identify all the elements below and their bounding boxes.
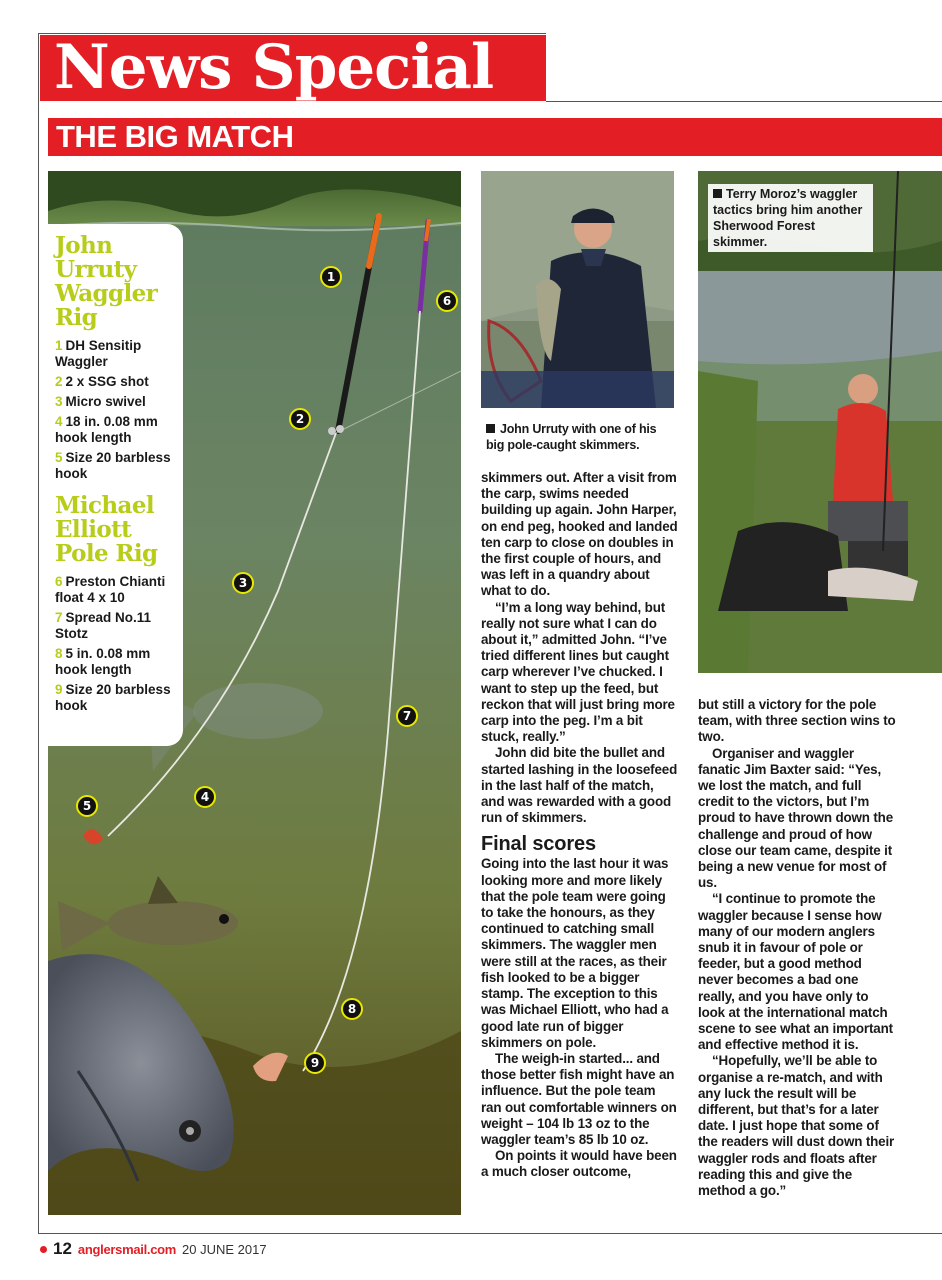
page-footer: [40, 1238, 267, 1260]
site-link[interactable]: anglersmail.com: [77, 1241, 177, 1257]
article-column-2: [481, 470, 678, 1181]
footer-dot-icon: [40, 1246, 47, 1253]
body-paragraph: skimmers out. After a visit from the carp, swims needed building up again. John Harper, on end peg, hooked and landed ten carp to close on doubles in the first couple of hours, and was left in a quandry about what to do.: [481, 470, 678, 599]
section-kicker: News Special: [40, 35, 546, 101]
caption-bullet-icon: [713, 189, 722, 198]
rig2-item: 6 Preston Chianti float 4 x 10: [55, 574, 166, 605]
rig-key-panel: [48, 224, 183, 746]
rig2-item: 8 5 in. 0.08 mm hook length: [55, 646, 151, 677]
body-paragraph: John did bite the bullet and started lashing in the loosefeed in the last half of the match, and was rewarded with a good run of skimmers.: [481, 745, 678, 826]
body-paragraph: “I’m a long way behind, but really not sure what I can do about it,” admitted John. “I’ve tried different lines but caught carp wherever I’ve chucked. I want to step up the feed, but reckon that will just bring more carp into the peg. I’m a bit stuck, really.”: [481, 599, 675, 745]
body-paragraph: “I continue to promote the waggler because I sense how many of our modern anglers snub it in favour of pole or feeder, but a good method never becomes a bad one really, and you have only to look at the international match scene to see what an important and effective method it is.: [698, 891, 893, 1053]
article-column-3: [698, 697, 898, 1199]
rig1-item: 4 18 in. 0.08 mm hook length: [55, 414, 158, 445]
frame-left-rule: [38, 33, 39, 1234]
rig1-title: John Urruty Waggler Rig: [55, 232, 158, 331]
body-paragraph: Organiser and waggler fanatic Jim Baxter said: “Yes, we lost the match, and full credit to the victors, but I’m proud to have thrown down the challenge and proud of how close our team came, despite it being a new venue for most of us.: [698, 745, 894, 891]
rig1-item: 2 2 x SSG shot: [55, 374, 149, 389]
photo-john-urruty: [481, 171, 674, 408]
rig1-item: 5 Size 20 barbless hook: [55, 450, 171, 481]
body-paragraph: Going into the last hour it was looking more and more likely that the pole team were going to take the honours, as they continued to catching small skimmers. The waggler men were still at the races, as their fish looked to be a bigger stamp. The exception to this was Michael Elliott, who had a good late run of bigger skimmers on pole.: [481, 856, 669, 1050]
body-paragraph: but still a victory for the pole team, with three section wins to two.: [698, 697, 896, 745]
callout-4: 4: [200, 790, 210, 804]
issue-date: 20 JUNE 2017: [182, 1241, 267, 1257]
header-rule: [546, 101, 942, 102]
callout-3: 3: [238, 576, 248, 590]
body-paragraph: “Hopefully, we’ll be able to organise a re-match, and with any luck the result will be different, but that’s for a later date. I just hope that some of the readers will dust down their waggler rods and floats after reading this and give the method a go.”: [698, 1053, 895, 1199]
rig2-item: 9 Size 20 barbless hook: [55, 682, 171, 713]
frame-top-rule: [38, 33, 546, 34]
callout-1: 1: [326, 270, 336, 284]
subheading: Final scores: [481, 833, 596, 856]
caption-urruty: John Urruty with one of his big pole-caught skimmers.: [486, 422, 657, 452]
story-strap: THE BIG MATCH: [48, 118, 942, 156]
body-paragraph: The weigh-in started... and those better fish might have an influence. But the pole team ran out comfortable winners on weight – 104 lb 13 oz to the waggler team’s 85 lb 10 oz.: [481, 1050, 677, 1147]
callout-5: 5: [82, 799, 92, 813]
callout-8: 8: [347, 1002, 357, 1016]
caption-moroz: Terry Moroz’s waggler tactics bring him another Sherwood Forest skimmer.: [708, 184, 873, 252]
body-paragraph: On points it would have been a much closer outcome,: [481, 1148, 677, 1180]
caption-bullet-icon: [486, 424, 495, 433]
callout-7: 7: [402, 709, 412, 723]
rig2-title: Michael Elliott Pole Rig: [55, 492, 158, 567]
frame-bottom-rule: [38, 1233, 942, 1234]
callout-6: 6: [442, 294, 452, 308]
rig2-item: 7 Spread No.11 Stotz: [55, 610, 152, 641]
callout-9: 9: [310, 1056, 320, 1070]
callout-2: 2: [295, 412, 305, 426]
rig1-item: 1 DH Sensitip Waggler: [55, 338, 142, 369]
page-number: 12: [53, 1239, 72, 1258]
rig1-item: 3 Micro swivel: [55, 394, 146, 409]
